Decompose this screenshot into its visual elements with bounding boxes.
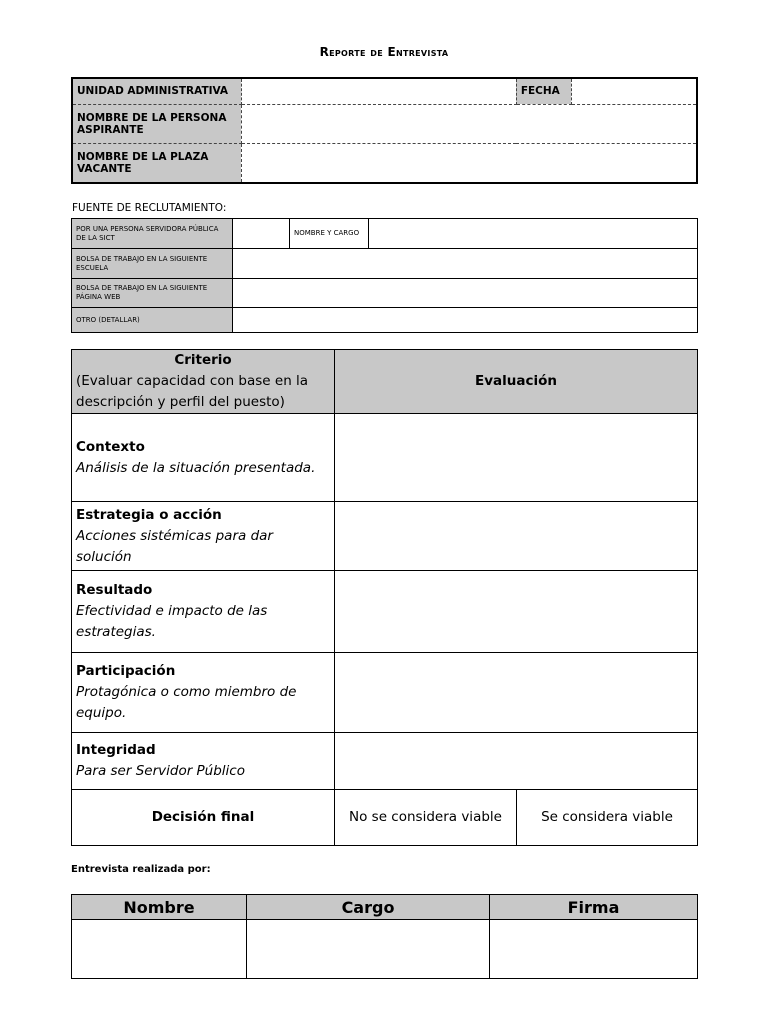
criterio-desc: Acciones sistémicas para dar solución — [76, 527, 273, 565]
unidad-field[interactable] — [241, 78, 516, 104]
realizada-label: Entrevista realizada por: — [71, 864, 211, 875]
criterio-cell — [72, 653, 335, 733]
table-row — [72, 502, 698, 571]
table-row — [72, 653, 698, 733]
table-row — [72, 733, 698, 790]
evaluacion-cell[interactable] — [335, 502, 698, 571]
fuente-row-label: OTRO (DETALLAR) — [72, 308, 233, 333]
nombre-field[interactable] — [72, 920, 247, 979]
evaluacion-cell[interactable] — [335, 653, 698, 733]
evaluacion-header: Evaluación — [335, 350, 698, 414]
fuente-row-label: POR UNA PERSONA SERVIDORA PÚBLICA DE LA SICT — [72, 219, 233, 249]
nombre-persona-label: NOMBRE DE LA PERSONA ASPIRANTE — [72, 104, 241, 143]
escuela-field[interactable] — [233, 249, 698, 279]
criterio-header-subtitle: (Evaluar capacidad con base en la descripción y perfil del puesto) — [76, 373, 309, 410]
fuente-row-label: BOLSA DE TRABAJO EN LA SIGUIENTE PÁGINA WEB — [72, 279, 233, 308]
page-title: Reporte de Entrevista — [319, 45, 449, 59]
criterio-title: Resultado — [76, 582, 153, 598]
criterio-header-title: Criterio — [174, 352, 232, 368]
nombre-persona-field[interactable] — [241, 104, 697, 143]
table-row — [72, 414, 698, 502]
fuente-label: FUENTE DE RECLUTAMIENTO: — [72, 202, 227, 214]
criterio-cell — [72, 414, 335, 502]
criterio-title: Estrategia o acción — [76, 506, 222, 523]
fuente-row-label: BOLSA DE TRABAJO EN LA SIGUIENTE ESCUELA — [72, 249, 233, 279]
fecha-field[interactable] — [571, 78, 697, 104]
criterio-header — [72, 350, 335, 414]
table-row — [72, 571, 698, 653]
nombre-cargo-field[interactable] — [369, 219, 698, 249]
firma-field[interactable] — [490, 920, 698, 979]
evaluacion-cell[interactable] — [335, 571, 698, 653]
criterio-title: Contexto — [76, 438, 145, 455]
criterio-desc: Efectividad e impacto de las estrategias. — [76, 603, 268, 640]
nombre-cargo-label: NOMBRE Y CARGO — [290, 219, 369, 249]
nombre-plaza-label: NOMBRE DE LA PLAZA VACANTE — [72, 143, 241, 183]
decision-row — [72, 790, 698, 846]
nombre-plaza-field[interactable] — [241, 143, 697, 183]
unidad-label: UNIDAD ADMINISTRATIVA — [72, 78, 241, 104]
option-no-viable[interactable]: No se considera viable — [335, 790, 517, 846]
table-row — [72, 920, 698, 979]
evaluacion-cell[interactable] — [335, 414, 698, 502]
criterio-cell — [72, 571, 335, 653]
criteria-table — [71, 349, 698, 846]
criterio-cell — [72, 502, 335, 571]
otro-field[interactable] — [233, 308, 698, 333]
header-form-table — [71, 77, 698, 184]
signature-table — [71, 894, 698, 979]
cargo-field[interactable] — [247, 920, 490, 979]
criterio-desc: Protagónica o como miembro de equipo. — [76, 684, 297, 721]
criterio-title: Participación — [76, 663, 176, 679]
pagina-web-field[interactable] — [233, 279, 698, 308]
criterio-desc: Para ser Servidor Público — [76, 763, 245, 779]
fecha-label: FECHA — [516, 78, 571, 104]
nombre-header: Nombre — [72, 895, 247, 920]
evaluacion-cell[interactable] — [335, 733, 698, 790]
firma-header: Firma — [490, 895, 698, 920]
fuente-table — [71, 218, 698, 333]
option-viable[interactable]: Se considera viable — [517, 790, 698, 846]
criterio-desc: Análisis de la situación presentada. — [76, 459, 316, 476]
decision-label: Decisión final — [72, 790, 335, 846]
criterio-cell — [72, 733, 335, 790]
criterio-title: Integridad — [76, 742, 156, 758]
cargo-header: Cargo — [247, 895, 490, 920]
fuente-check-field[interactable] — [233, 219, 290, 249]
